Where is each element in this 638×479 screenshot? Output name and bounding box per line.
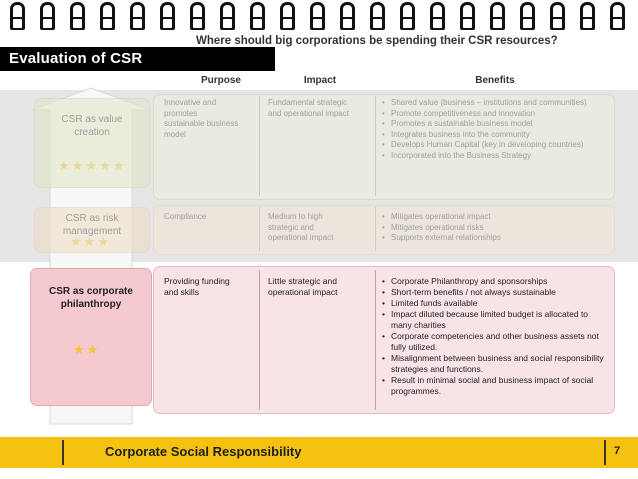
divider [375,270,376,410]
star-icon: ★ [71,158,86,173]
cell-line: operational impact [268,233,334,242]
cell-line: Compliance [164,212,207,221]
binding-ring [490,2,505,34]
cell-line: sustainable business [164,119,239,128]
benefit-item: • Impact diluted because limited budget is allocated to many charities [382,309,610,331]
purpose-cell [164,98,256,140]
cell-line: and operational impact [268,108,349,118]
page-number: 7 [614,445,621,457]
cell-line: operational impact [268,287,338,297]
benefit-item: • Develops Human Capital (key in developing countries) [382,140,610,151]
binding-ring [70,2,85,34]
divider [375,207,376,251]
benefit-item: • Promotes a sustainable business model [382,119,610,130]
star-icon: ★ [98,158,113,173]
binding-ring [130,2,145,34]
footer-title: Corporate Social Responsibility [105,444,302,459]
row-label-line: CSR as corporate [49,286,133,297]
cell-line: and skills [164,287,199,297]
row-label-line: philanthropy [60,299,122,310]
benefit-item: • Mitigates operational risks [382,223,610,234]
binding-ring [100,2,115,34]
binding-ring [220,2,235,34]
header-benefits: Benefits [475,75,515,86]
row-label-line: management [62,226,122,237]
slide-question: Where should big corporations be spending their CSR resources? [196,35,558,47]
divider [259,270,260,410]
binding-ring [610,2,625,34]
cell-line: Fundamental strategic [268,98,348,107]
row-label-line: creation [74,127,110,138]
binding-ring [340,2,355,34]
star-icon: ★ [86,342,101,357]
star-icon: ★ [73,342,87,357]
row-label-line: CSR as risk [65,213,119,224]
benefit-item: • Result in minimal social and business impact of social programmes. [382,375,610,397]
cell-line: promotes [164,108,198,118]
star-rating [70,234,111,250]
binding-ring [370,2,385,34]
label-box [30,268,152,406]
star-rating [58,158,126,174]
benefits-list [382,212,610,244]
star-icon: ★ [83,234,98,249]
label-box [34,98,150,188]
cell-line: model [164,129,186,139]
binding-ring [10,2,25,34]
star-icon: ★ [58,158,72,173]
benefit-item: • Incorporated into the Business Strategy [382,151,610,162]
star-icon: ★ [85,158,99,173]
cell-line: Innovative and [164,98,217,107]
binding-ring [160,2,175,34]
divider [259,207,260,251]
divider [375,96,376,196]
star-rating [73,342,100,358]
footer-divider [62,440,64,465]
benefits-list [382,98,610,161]
binding-ring [190,2,205,34]
benefit-item: • Corporate Philanthropy and sponsorships [382,276,610,287]
purpose-cell [164,212,256,223]
benefit-item: • Mitigates operational impact [382,212,610,223]
benefit-item: • Supports external relationships [382,233,610,244]
slide-title: Evaluation of CSR [0,47,275,71]
binding-ring [250,2,265,34]
benefit-item: • Misalignment between business and social responsibility strategies and functions. [382,353,610,375]
impact-cell [268,98,372,119]
binding-ring [520,2,535,34]
slide-footer [0,437,638,468]
purpose-cell [164,276,256,298]
star-icon: ★ [97,234,111,249]
footer-divider [604,440,606,465]
impact-cell [268,212,372,244]
binding-ring [580,2,595,34]
star-icon: ★ [112,158,127,173]
cell-line: strategic and [268,222,314,232]
binding-ring [430,2,445,34]
binding-ring [550,2,565,34]
binding-ring [40,2,55,34]
binding-ring [400,2,415,34]
header-impact: Impact [303,75,337,86]
benefit-item: • Integrates business into the community [382,130,610,141]
impact-cell [268,276,372,298]
row-label-line: CSR as value [61,114,123,125]
star-icon: ★ [70,234,84,249]
benefit-item: • Limited funds available [382,298,610,309]
benefit-item: • Corporate competencies and other business assets not fully utilized. [382,331,610,353]
binding-ring [280,2,295,34]
cell-line: Providing funding [164,276,230,286]
binding-ring [460,2,475,34]
benefits-list [382,276,610,397]
spiral-binding [0,0,638,36]
benefit-item: • Promote competitiveness and innovation [382,109,610,120]
table-header [150,72,612,92]
benefit-item: • Short-term benefits / not always sustainable [382,287,610,298]
header-purpose: Purpose [200,75,241,86]
cell-line: Little strategic and [268,276,337,286]
benefit-item: • Shared value (business – institutions and communities) [382,98,610,109]
cell-line: Medium to high [268,212,323,221]
divider [259,96,260,196]
binding-ring [310,2,325,34]
